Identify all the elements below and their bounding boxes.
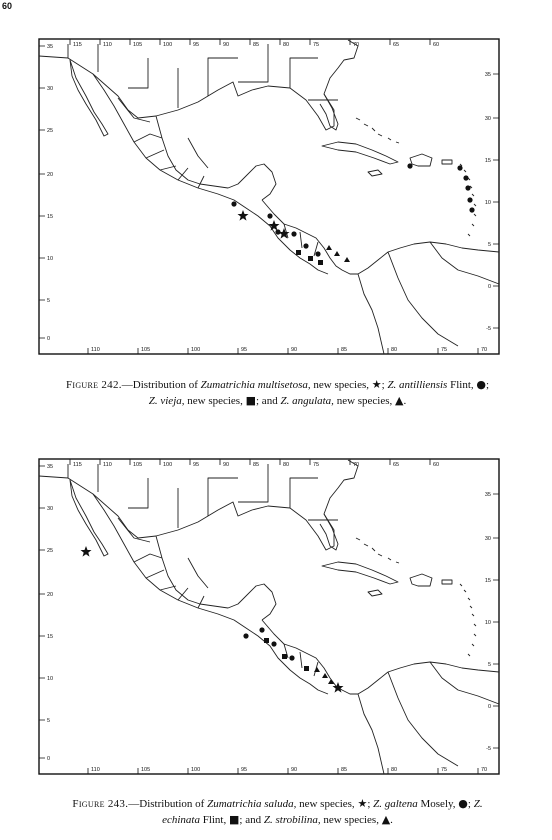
caption-text: ; and (239, 814, 264, 826)
figure-242-caption (20, 377, 535, 409)
top-tick-label: 110 (103, 42, 112, 48)
top-tick-label: 65 (393, 42, 400, 48)
right-tick-label: 10 (484, 200, 491, 206)
caption-text: ; (381, 379, 388, 391)
caption-text: ; (367, 798, 374, 810)
caption-text: new species, (184, 395, 246, 407)
top-tick-label: 65 (393, 462, 400, 468)
top-tick-label: 95 (193, 42, 200, 48)
taxon-name: Z. strobilina, (263, 814, 321, 826)
top-tick-label: 85 (253, 42, 260, 48)
caption-text: . (390, 814, 393, 826)
right-tick-label: 35 (484, 492, 491, 498)
square-marker (282, 654, 287, 659)
right-tick-label: -5 (486, 326, 491, 332)
top-tick-label: 80 (283, 42, 290, 48)
top-tick-label: 75 (313, 42, 320, 48)
top-tick-label: 60 (433, 42, 440, 48)
circle-marker (231, 201, 236, 206)
right-tick-label: 5 (487, 242, 491, 248)
bottom-tick-label: 75 (441, 767, 448, 773)
caption-text: new species, (310, 379, 372, 391)
circle-marker (467, 197, 472, 202)
left-tick-label: 35 (47, 44, 54, 50)
caption-text: —Distribution of (128, 798, 208, 810)
top-tick-label: 100 (163, 462, 173, 468)
circle-marker (463, 175, 468, 180)
left-tick-label: 15 (47, 634, 54, 640)
bottom-tick-label: 75 (441, 347, 448, 353)
triangle-icon: ▲ (395, 394, 404, 407)
circle-marker (469, 207, 474, 212)
left-tick-label: 35 (47, 464, 54, 470)
bottom-tick-label: 110 (91, 347, 100, 353)
star-icon: ★ (357, 797, 368, 810)
top-tick-label: 110 (103, 462, 112, 468)
top-tick-label: 75 (313, 462, 320, 468)
right-tick-label: 0 (487, 704, 491, 710)
top-tick-label: 90 (223, 462, 230, 468)
taxon-name: echinata (162, 814, 200, 826)
top-tick-label: 90 (223, 42, 230, 48)
right-tick-label: 35 (484, 72, 491, 78)
bottom-tick-label: 110 (91, 767, 100, 773)
caption-text: new species, (333, 395, 396, 407)
caption-text: Flint, (199, 814, 229, 826)
bottom-tick-label: 70 (481, 767, 488, 773)
right-tick-label: 30 (484, 116, 491, 122)
left-tick-label: 25 (47, 128, 54, 134)
right-tick-label: -5 (486, 746, 491, 752)
bottom-tick-label: 70 (481, 347, 488, 353)
circle-marker (407, 163, 412, 168)
bottom-tick-label: 80 (391, 347, 398, 353)
taxon-name: Z. vieja, (148, 395, 185, 407)
left-tick-label: 5 (47, 718, 51, 724)
figure-242-map (38, 38, 500, 355)
bottom-tick-label: 95 (241, 767, 248, 773)
right-tick-label: 5 (487, 662, 491, 668)
bottom-tick-label: 80 (391, 767, 398, 773)
caption-text: ; and (256, 395, 281, 407)
taxon-name: Z. antilliensis (387, 379, 448, 391)
figure-243-caption (20, 796, 535, 828)
circle-marker (291, 231, 296, 236)
right-tick-label: 0 (487, 284, 491, 290)
taxon-name: Zumatrichia multisetosa, (200, 379, 311, 391)
left-tick-label: 10 (47, 676, 54, 682)
circle-marker (303, 243, 308, 248)
left-tick-label: 30 (47, 506, 54, 512)
bottom-tick-label: 105 (141, 347, 151, 353)
left-tick-label: 20 (47, 172, 54, 178)
bottom-tick-label: 90 (291, 347, 298, 353)
left-tick-label: 25 (47, 548, 54, 554)
caption-text: . (403, 395, 407, 407)
square-marker (264, 638, 269, 643)
caption-text: new species, (296, 798, 358, 810)
figure-label: Figure 243. (72, 798, 129, 810)
bottom-tick-label: 85 (341, 767, 348, 773)
top-tick-label: 115 (73, 462, 82, 468)
left-tick-label: 15 (47, 214, 54, 220)
taxon-name: Z. galtena (373, 798, 418, 810)
right-tick-label: 15 (484, 578, 491, 584)
left-tick-label: 0 (47, 336, 51, 342)
figure-243-map (38, 458, 500, 775)
bottom-tick-label: 95 (241, 347, 248, 353)
top-tick-label: 95 (193, 462, 200, 468)
circle-marker (271, 641, 276, 646)
taxon-name: Z. (473, 798, 483, 810)
square-marker (304, 666, 309, 671)
right-tick-label: 15 (484, 158, 491, 164)
taxon-name: Z. angulata, (280, 395, 334, 407)
circle-marker (457, 165, 462, 170)
left-tick-label: 30 (47, 86, 54, 92)
caption-text: ; (467, 798, 474, 810)
circle-marker (289, 655, 294, 660)
figure-label: Figure 242. (65, 379, 122, 391)
top-tick-label: 80 (283, 462, 290, 468)
top-tick-label: 60 (433, 462, 440, 468)
bottom-tick-label: 85 (341, 347, 348, 353)
bottom-tick-label: 100 (191, 347, 201, 353)
star-icon: ★ (371, 378, 382, 391)
square-icon: ■ (229, 813, 240, 826)
caption-text: Flint, (447, 379, 477, 391)
square-marker (296, 250, 301, 255)
circle-marker (243, 633, 248, 638)
taxon-name: Zumatrichia saluda, (207, 798, 297, 810)
page-number: 60 (2, 1, 13, 11)
top-tick-label: 105 (133, 462, 143, 468)
right-tick-label: 30 (484, 536, 491, 542)
right-tick-label: 10 (484, 620, 491, 626)
bottom-tick-label: 90 (291, 767, 298, 773)
top-tick-label: 100 (163, 42, 173, 48)
square-marker (318, 260, 323, 265)
top-tick-label: 105 (133, 42, 143, 48)
caption-text: ; (486, 379, 490, 391)
top-tick-label: 70 (353, 42, 360, 48)
caption-text: new species, (320, 814, 382, 826)
triangle-icon: ▲ (381, 813, 391, 826)
square-marker (308, 256, 313, 261)
circle-marker (465, 185, 470, 190)
left-tick-label: 20 (47, 592, 54, 598)
bottom-tick-label: 105 (141, 767, 151, 773)
left-tick-label: 10 (47, 256, 54, 262)
top-tick-label: 70 (353, 462, 360, 468)
circle-marker (315, 251, 320, 256)
caption-text: Mosely, (417, 798, 459, 810)
bottom-tick-label: 100 (191, 767, 201, 773)
left-tick-label: 0 (47, 756, 51, 762)
circle-icon: ● (458, 797, 468, 810)
circle-marker (259, 627, 264, 632)
square-icon: ■ (245, 394, 256, 407)
top-tick-label: 115 (73, 42, 82, 48)
circle-marker (267, 213, 272, 218)
caption-text: —Distribution of (121, 379, 201, 391)
circle-icon: ● (476, 378, 486, 391)
circle-marker (275, 229, 280, 234)
left-tick-label: 5 (47, 298, 51, 304)
top-tick-label: 85 (253, 462, 260, 468)
